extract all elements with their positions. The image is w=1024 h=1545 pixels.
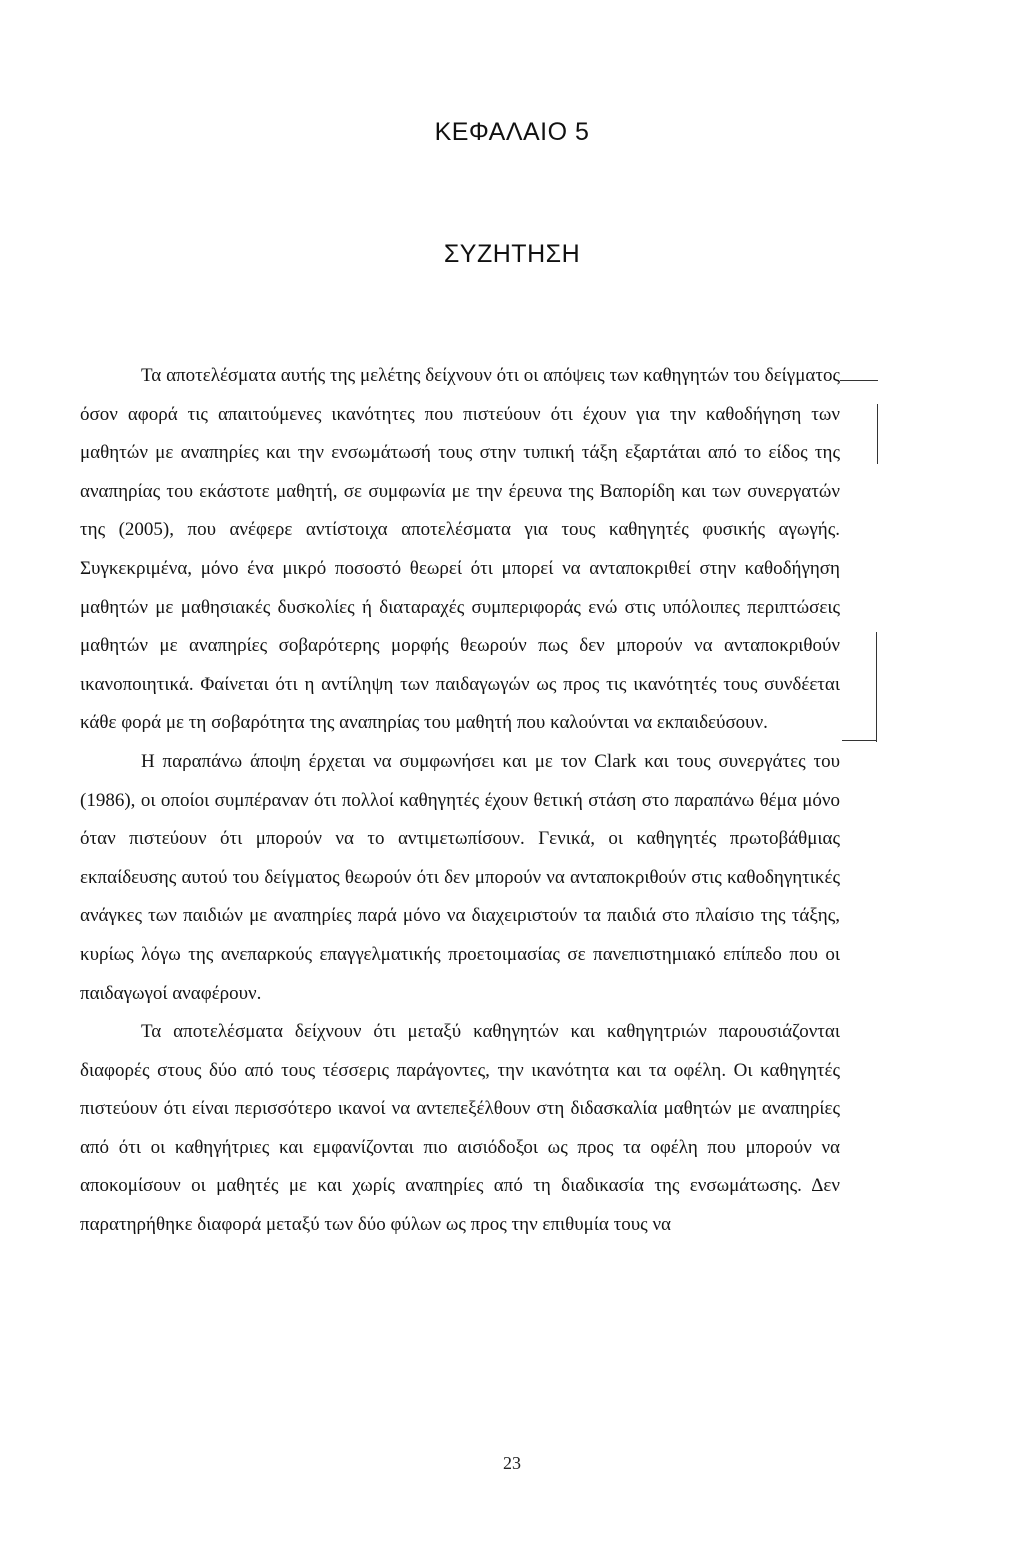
chapter-title: ΣΥΖΗΤΗΣΗ [443, 240, 581, 268]
page-number: 23 [503, 1453, 521, 1473]
scan-mark [840, 380, 878, 381]
paragraph: Τα αποτελέσματα αυτής της μελέτης δείχνουν ότι οι απόψεις των καθηγητών του δείγματος όσον αφορά τις απαιτούμενες ικανότητες που πιστεύουν ότι έχουν για την καθοδήγηση των μαθητών με αναπηρίες και την ενσωμάτωσή τους στην τυπική τάξη εξαρτάται από το είδος της αναπηρίας του εκάστοτε μαθητή, σε συμφωνία με την έρευνα της Βαπορίδη και των συνεργατών της (2005), που ανέφερε αντίστοιχα αποτελέσματα για τους καθηγητές φυσικής αγωγής. Συγκεκριμένα, μόνο ένα μικρό ποσοστό θεωρεί ότι μπορεί να ανταποκριθεί στην καθοδήγηση μαθητών με μαθησιακές δυσκολίες ή διαταραχές συμπεριφοράς ενώ στις υπόλοιπες περιπτώσεις μαθητών με αναπηρίες σοβαρότερης μορφής θεωρούν πως δεν μπορούν να ανταποκριθούν ικανοποιητικά. Φαίνεται ότι η αντίληψη των παιδαγωγών ως προς τις ικανότητές τους συνδέεται κάθε φορά με τη σοβαρότητα της αναπηρίας του μαθητή που καλούνται να εκπαιδεύσουν. [80, 365, 840, 734]
paragraph: Η παραπάνω άποψη έρχεται να συμφωνήσει και με τον Clark και τους συνεργάτες του (1986), οι οποίοι συμπέραναν ότι πολλοί καθηγητές έχουν θετική στάση στο παραπάνω θέμα μόνο όταν πιστεύουν ότι μπορούν να το αντιμετωπίσουν. Γενικά, οι καθηγητές πρωτοβάθμιας εκπαίδευσης αυτού του δείγματος θεωρούν ότι δεν μπορούν να ανταποκριθούν στις καθοδηγητικές ανάγκες των παιδιών με αναπηρίες παρά μόνο να διαχειριστούν τα παιδιά στο πλαίσιο της τάξης, κυρίως λόγω της ανεπαρκούς επαγγελματικής προετοιμασίας σε πανεπιστημιακό επίπεδο που οι παιδαγωγοί αναφέρουν. [80, 750, 840, 1004]
scan-mark [876, 632, 877, 742]
chapter-label: ΚΕΦΑΛΑΙΟ 5 [434, 118, 590, 146]
scan-mark [877, 404, 878, 464]
paragraph: Τα αποτελέσματα δείχνουν ότι μεταξύ καθηγητών και καθηγητριών παρουσιάζονται διαφορές στους δύο από τους τέσσερις παράγοντες, την ικανότητα και τα οφέλη. Οι καθηγητές πιστεύουν ότι είναι περισσότερο ικανοί να αντεπεξέλθουν στη διδασκαλία μαθητών με αναπηρίες από ότι οι καθηγήτριες και εμφανίζονται πιο αισιόδοξοι ως προς τα οφέλη που μπορούν να αποκομίσουν οι μαθητές με και χωρίς αναπηρίες από τη διαδικασία της ενσωμάτωσης. Δεν παρατηρήθηκε διαφορά μεταξύ των δύο φύλων ως προς την επιθυμία τους να [80, 1021, 840, 1236]
body-text [80, 357, 840, 1245]
scan-mark [842, 740, 876, 741]
